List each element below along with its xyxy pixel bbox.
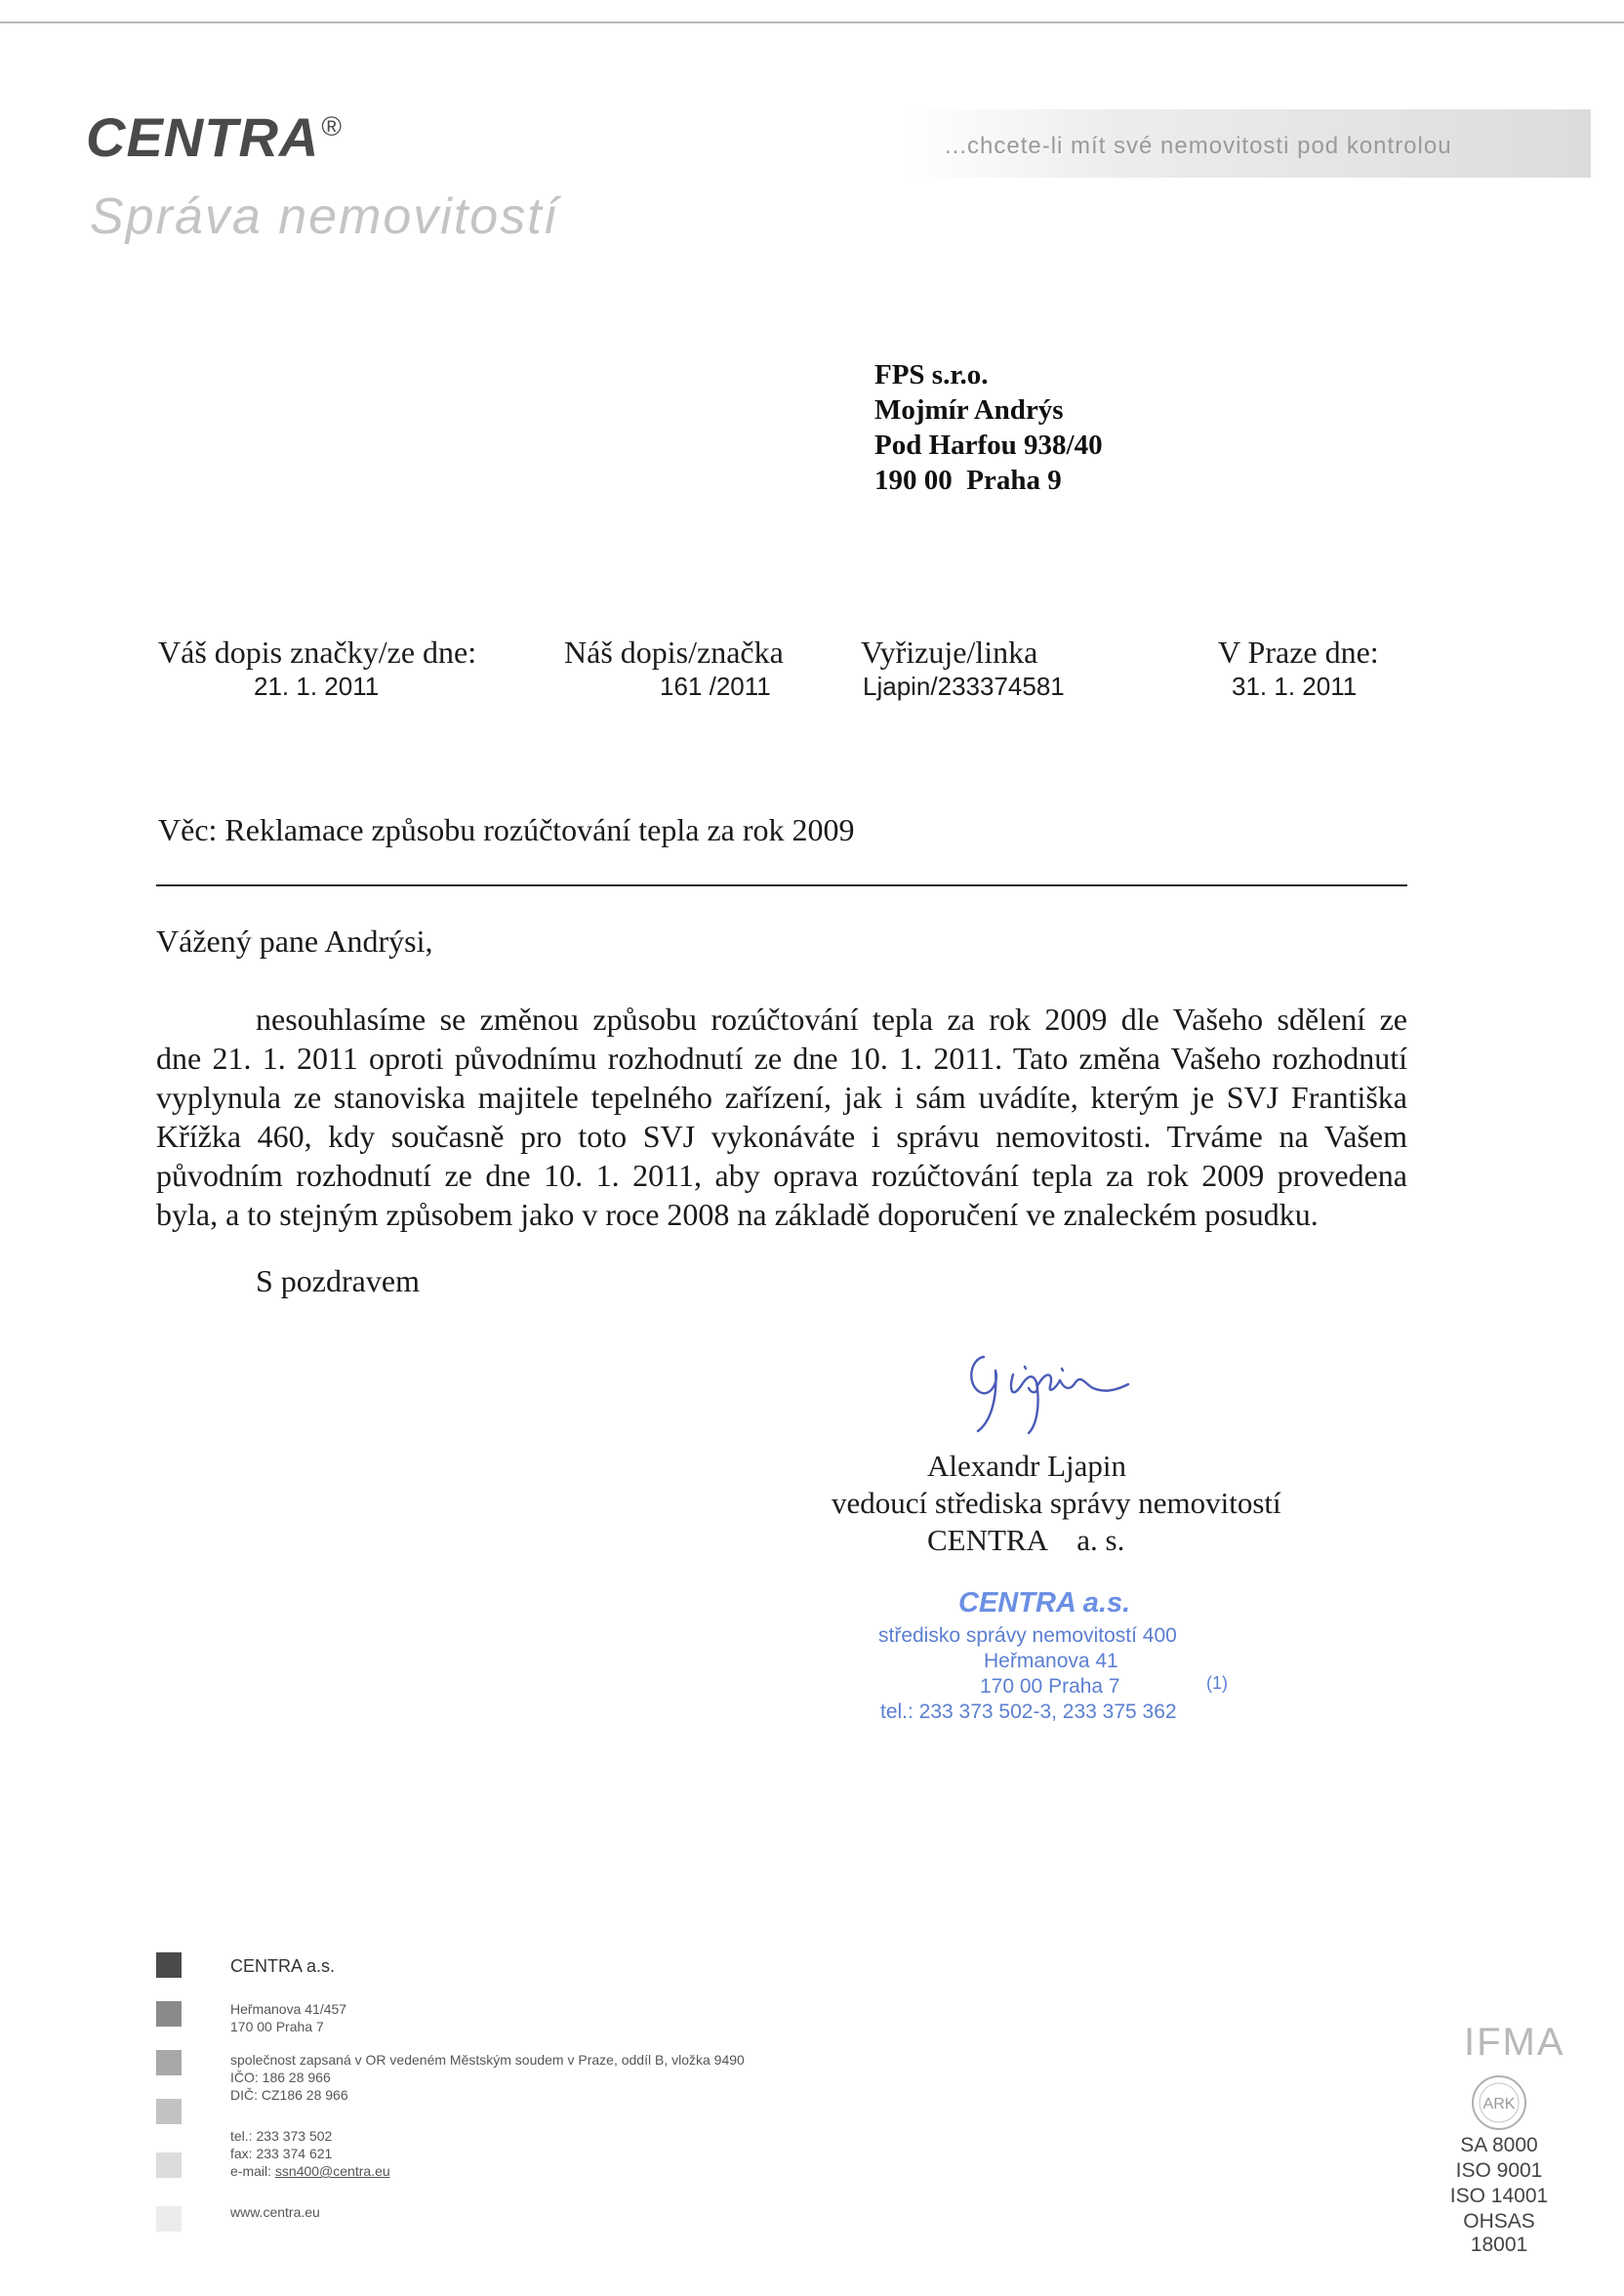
footer-web-link[interactable]: www.centra.eu [230,2204,320,2220]
salutation: Vážený pane Andrýsi, [156,923,433,959]
body-line-6: byla, a to stejným způsobem jako v roce 2008 na základě doporučení ve znaleckém posudku. [156,1197,1319,1232]
body-line-4: Křížka 460, kdy současně pro toto SVJ vykonáváte i správu nemovitosti. Trváme na Vašem [156,1119,1407,1154]
recipient-company: FPS s.r.o. [874,359,989,390]
handwritten-signature [956,1328,1171,1435]
body-line-3: vyplynula ze stanoviska majitele tepelného zařízení, jak i sám uvádíte, kterým je SVJ Františka [156,1080,1407,1115]
handled-by-label: Vyřizuje/linka [861,635,1038,670]
footer-square-1 [156,1952,182,1978]
cert-iso9001: ISO 9001 [1455,2159,1543,2182]
footer-tel: tel.: 233 373 502 [230,2128,333,2144]
footer-square-2 [156,2001,182,2027]
footer-square-6 [156,2206,182,2232]
signatory-company: CENTRA a. s. [927,1523,1125,1557]
footer-fax: fax: 233 374 621 [230,2146,333,2161]
ark-seal-icon [1470,2073,1528,2132]
footer-registry: společnost zapsaná v OR vedeném Městským soudem v Praze, oddíl B, vložka 9490 [230,2052,745,2068]
cert-ohsas18001: OHSAS 18001 [1463,2210,1535,2256]
your-letter-label: Váš dopis značky/ze dne: [158,635,477,670]
recipient-city: 190 00 Praha 9 [874,465,1062,496]
footer-square-3 [156,2050,182,2075]
footer-square-4 [156,2099,182,2124]
cert-iso14001: ISO 14001 [1449,2185,1549,2207]
our-letter-value: 161 /2011 [660,672,771,701]
subject-divider [156,884,1407,886]
recipient-name: Mojmír Andrýs [874,394,1064,426]
stamp-line-3: 170 00 Praha 7 [980,1675,1120,1698]
body-line-5: původním rozhodnutí ze dne 10. 1. 2011, aby oprava rozúčtování tepla za rok 2009 provedena [156,1158,1407,1193]
footer-dic: DIČ: CZ186 28 966 [230,2087,348,2103]
date-label: V Praze dne: [1218,635,1379,670]
footer-company: CENTRA a.s. [230,1956,336,1976]
subject-line: Věc: Reklamace způsobu rozúčtování tepla za rok 2009 [158,812,855,847]
signatory-title: vedoucí střediska správy nemovitostí [832,1486,1281,1520]
stamp-title: CENTRA a.s. [958,1587,1131,1619]
closing: S pozdravem [256,1263,420,1298]
body-line-1: nesouhlasíme se změnou způsobu rozúčtování tepla za rok 2009 dle Vašeho sdělení ze [256,1002,1407,1037]
date-value: 31. 1. 2011 [1232,672,1358,701]
footer-email-row [230,2163,390,2179]
ifma-logo: IFMA [1464,2021,1565,2064]
your-letter-value: 21. 1. 2011 [254,672,380,701]
footer-ico: IČO: 186 28 966 [230,2070,331,2085]
stamp-line-2: Heřmanova 41 [984,1650,1118,1672]
logo-text: CENTRA [86,106,320,168]
footer-address-2: 170 00 Praha 7 [230,2019,324,2034]
tagline: ...chcete-li mít své nemovitosti pod kontrolou [945,133,1452,159]
footer-square-5 [156,2152,182,2178]
signatory-name: Alexandr Ljapin [927,1449,1127,1483]
ark-seal-text: ARK [1482,2096,1516,2112]
top-rule [0,21,1624,23]
company-logo [86,105,341,169]
footer-address-1: Heřmanova 41/457 [230,2001,347,2017]
recipient-street: Pod Harfou 938/40 [874,430,1103,461]
footer-email-link[interactable]: ssn400@centra.eu [274,2163,390,2179]
registered-mark: ® [321,111,343,142]
cert-sa8000: SA 8000 [1460,2134,1538,2156]
handled-by-value: Ljapin/233374581 [863,672,1065,701]
stamp-line-1: středisko správy nemovitostí 400 [878,1624,1177,1647]
our-letter-label: Náš dopis/značka [564,635,784,670]
logo-subtitle: Správa nemovitostí [90,188,560,245]
stamp-mark: (1) [1206,1673,1228,1693]
body-line-2: dne 21. 1. 2011 oproti původnímu rozhodnutí ze dne 10. 1. 2011. Tato změna Vašeho rozhodnutí [156,1041,1407,1076]
footer-email-label: e-mail: [230,2163,275,2179]
stamp-line-4: tel.: 233 373 502-3, 233 375 362 [880,1701,1177,1723]
